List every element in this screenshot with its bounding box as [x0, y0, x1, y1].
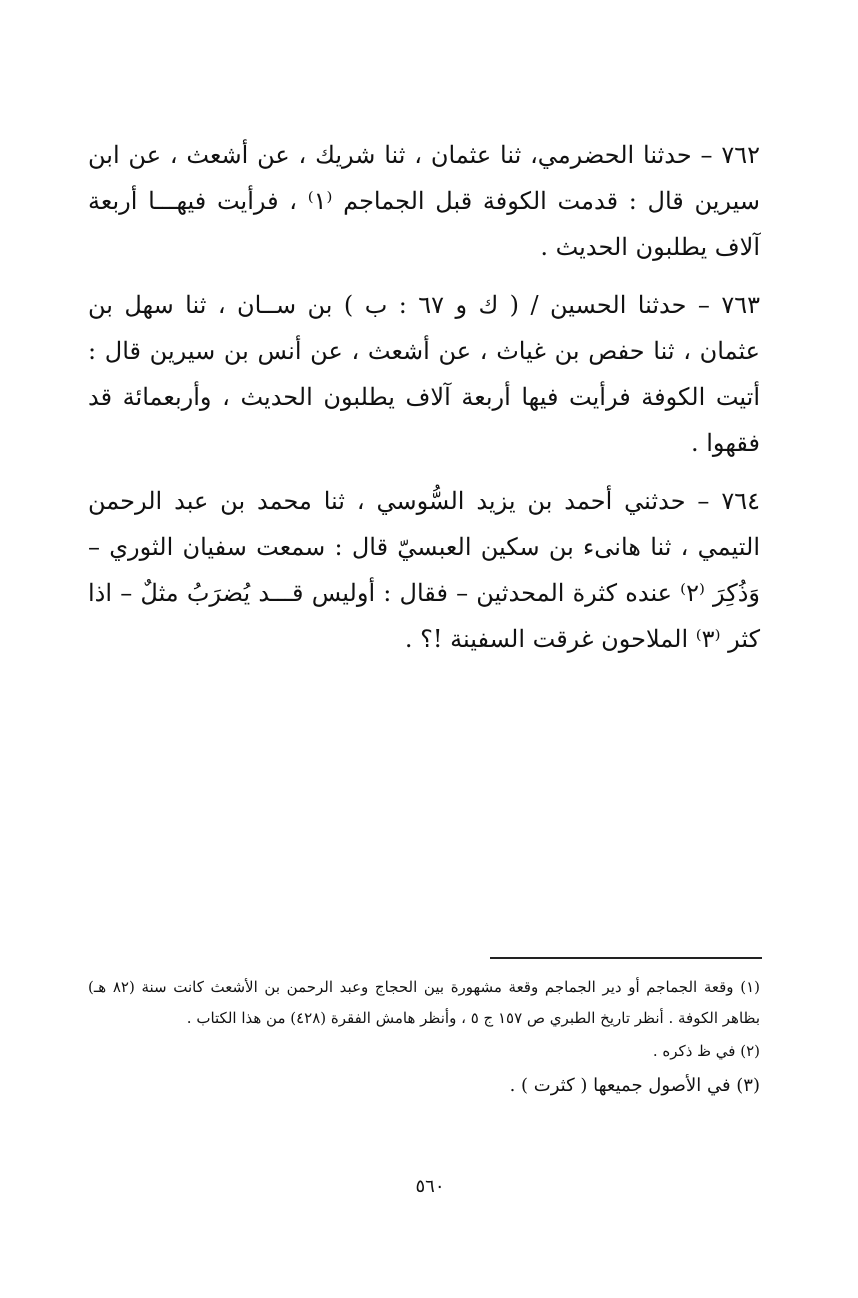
footnote-2: (٢) في ظ ذكره .: [652, 1042, 760, 1060]
page-number: ٥٦٠: [415, 1176, 445, 1197]
footnote-divider: [490, 957, 762, 959]
hadith-763: ٧٦٣ – حدثنا الحسين / ( ك و ٦٧ : ب ) بن ســان ، ثنا سهل بن عثمان ، ثنا حفص بن غياث ، عن أشعث ، عن أنس بن سيرين قال : أتيت الكوفة فرأيت فيها أربعة آلاف يطلبون الحديث ، وأربعمائة قد فقهوا .: [88, 291, 761, 457]
footnote-1: (١) وقعة الجماجم أو دير الجماجم وقعة مشهورة بين الحجاج وعبد الرحمن بن الأشعث كانت سنة (٨٢ هـ) بظاهر الكوفة . أنظر تاريخ الطبري ص ١٥٧ ج ٥ ، وأنظر هامش الفقرة (٤٢٨) من هذا الكتاب .: [88, 978, 760, 1027]
footnote-3: (٣) في الأصول جميعها ( كثرت ) .: [509, 1075, 760, 1096]
main-text: [88, 132, 760, 674]
hadith-764: ٧٦٤ – حدثني أحمد بن يزيد السُّوسي ، ثنا محمد بن عبد الرحمن التيمي ، ثنا هانىء بن سكين العبسيّ قال : سمعت سفيان الثوري – وَذُكِرَ ⁽٢⁾ عنده كثرة المحدثين – فقال : أوليس قـــد يُضرَبُ مثلٌ – اذا كثر ⁽٣⁾ الملاحون غرقت السفينة !؟ .: [88, 487, 761, 653]
footnotes: [88, 972, 760, 1105]
hadith-762: ٧٦٢ – حدثنا الحضرمي، ثنا عثمان ، ثنا شريك ، عن أشعث ، عن ابن سيرين قال : قدمت الكوفة قبل الجماجم ⁽١⁾ ، فرأيت فيهـــا أربعة آلاف يطلبون الحديث .: [88, 141, 760, 261]
